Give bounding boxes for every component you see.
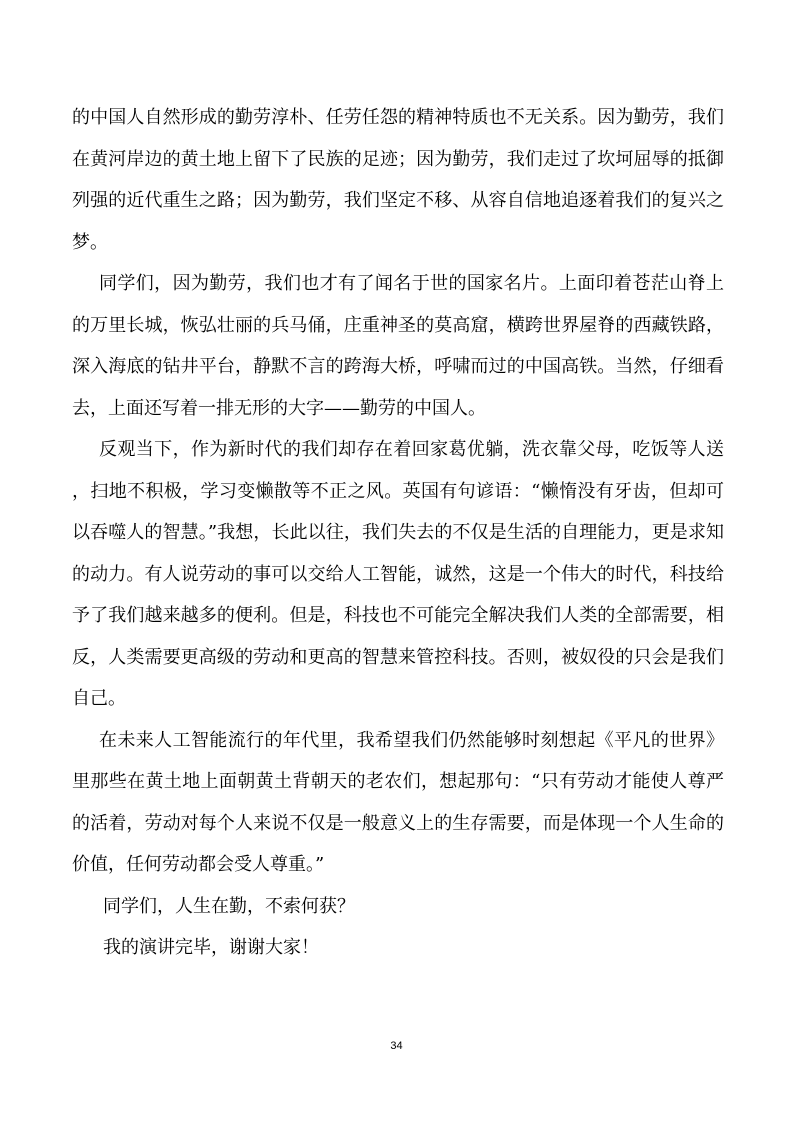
paragraph-continuation: 的中国人自然形成的勤劳淳朴、任劳任怨的精神特质也不无关系。因为勤劳，我们在黄河岸边的黄土地上留下了民族的足迹；因为勤劳，我们走过了坎坷屈辱的抵御列强的近代重生之路；因为勤劳，我们坚定不移、从容自信地追逐着我们的复兴之梦。 (72, 107, 724, 253)
paragraph-national-cards: 同学们，因为勤劳，我们也才有了闻名于世的国家名片。上面印着苍茫山脊上的万里长城，恢弘壮丽的兵马俑，庄重神圣的莫高窟，横跨世界屋脊的西藏铁路，深入海底的钻井平台，静默不言的跨海大桥，呼啸而过的中国高铁。当然，仔细看去，上面还写着一排无形的大字——勤劳的中国人。 (72, 273, 724, 419)
paragraph-closing: 我的演讲完毕，谢谢大家！ (103, 937, 319, 958)
document-body (72, 97, 724, 969)
paragraph-reflection: 反观当下，作为新时代的我们却存在着回家葛优躺，洗衣靠父母，吃饭等人送，扫地不积极，学习变懒散等不正之风。英国有句谚语：“懒惰没有牙齿，但却可以吞噬人的智慧。”我想，长此以往，我们失去的不仅是生活的自理能力，更是求知的动力。有人说劳动的事可以交给人工智能，诚然，这是一个伟大的时代，科技给予了我们越来越多的便利。但是，科技也不可能完全解决我们人类的全部需要，相反，人类需要更高级的劳动和更高的智慧来管控科技。否则，被奴役的只会是我们自己。 (72, 439, 724, 709)
paragraph-question: 同学们，人生在勤，不索何获？ (103, 895, 355, 917)
paragraph-hope: 在未来人工智能流行的年代里，我希望我们仍然能够时刻想起《平凡的世界》里那些在黄土地上面朝黄土背朝天的老农们，想起那句：“只有劳动才能使人尊严的活着，劳动对每个人来说不仅是一般意义上的生存需要，而是体现一个人生命的价值，任何劳动都会受人尊重。” (72, 729, 724, 875)
page-number: 34 (390, 1040, 403, 1052)
